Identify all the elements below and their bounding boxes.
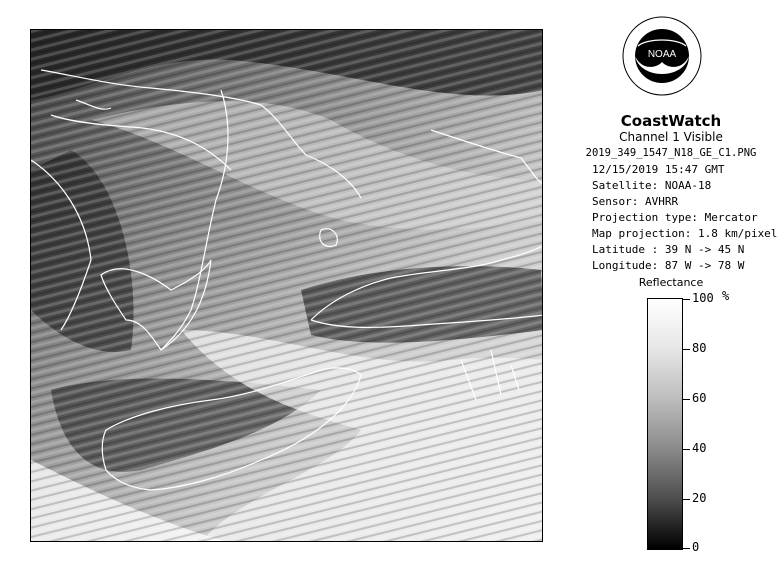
legend-tick [683, 449, 690, 450]
longitude-label: Longitude: 87 W -> 78 W [592, 259, 745, 272]
datetime-label: 12/15/2019 15:47 GMT [592, 163, 725, 176]
legend-tick-label: 20 [692, 491, 707, 505]
svg-text:NOAA: NOAA [647, 49, 677, 60]
legend-tick [683, 299, 690, 300]
legend-tick-label: 80 [692, 341, 707, 355]
latitude-label: Latitude : 39 N -> 45 N [592, 243, 745, 256]
legend-tick-label: 40 [692, 441, 707, 455]
reflectance-colorbar [647, 298, 683, 550]
legend-tick [683, 349, 690, 350]
legend-tick [683, 399, 690, 400]
legend-tick [683, 548, 690, 549]
legend-tick-label: 0 [692, 540, 700, 554]
legend-unit: % [722, 289, 730, 303]
map-projection-label: Map projection: 1.8 km/pixel [592, 227, 778, 240]
legend-title: Reflectance [638, 276, 704, 289]
legend-tick-label: 100 [692, 291, 714, 305]
satellite-label: Satellite: NOAA-18 [592, 179, 712, 192]
filename-label: 2019_349_1547_N18_GE_C1.PNG [585, 147, 757, 159]
channel-label: Channel 1 Visible [619, 130, 723, 144]
legend-tick [683, 499, 690, 500]
legend-tick-label: 60 [692, 391, 707, 405]
projection-type-label: Projection type: Mercator [592, 211, 758, 224]
sensor-label: Sensor: AVHRR [592, 195, 679, 208]
brand-title: CoastWatch [620, 112, 722, 130]
satellite-image [31, 30, 543, 542]
satellite-map[interactable] [30, 29, 543, 542]
